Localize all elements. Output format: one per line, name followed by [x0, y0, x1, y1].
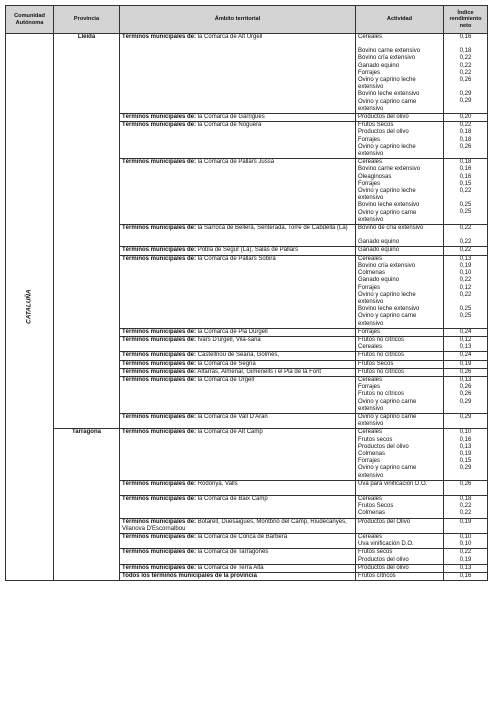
- ambito-text: Castellnou de Seana, Golmés,: [196, 352, 280, 359]
- ambito-text: la Comarca de Pla Dùrgell: [196, 328, 268, 335]
- ambito-cell: [120, 549, 356, 564]
- actividad-value: Productos del olivo: [358, 129, 409, 136]
- indice-value: 0,18: [459, 159, 472, 166]
- indice-value: 0,22: [459, 291, 472, 298]
- actividad-value: Bovino leche extensivo: [358, 91, 420, 98]
- provincia-cell: Lleida: [54, 34, 120, 429]
- actividad-value: Bovino carne extensivo: [358, 48, 421, 55]
- ambito-prefix: Términos municipales de:: [122, 368, 197, 375]
- actividad-cell: [356, 360, 444, 368]
- actividad-value: Cereales: [358, 534, 383, 540]
- indice-value: 0,15: [459, 180, 472, 187]
- actividad-value: Productos del olivo: [358, 443, 409, 450]
- indice-cell: [444, 518, 488, 533]
- actividad-value: Colmenas: [358, 270, 386, 277]
- spacer: [446, 84, 485, 91]
- actividad-value: Cereales: [358, 255, 383, 262]
- indice-value: 0,22: [459, 55, 472, 62]
- ambito-prefix: Términos municipales de:: [122, 413, 197, 420]
- ambito-text: la Comarca de Garrigues: [196, 114, 265, 121]
- ambito-text: Rodonyà, Valls: [196, 480, 238, 487]
- actividad-cell: [356, 368, 444, 376]
- ambito-cell: [120, 413, 356, 428]
- ambito-prefix: Términos municipales de:: [122, 328, 197, 335]
- actividad-cell: [356, 518, 444, 533]
- actividad-cell: [356, 352, 444, 360]
- actividad-cell: [356, 255, 444, 328]
- spacer: [446, 473, 485, 480]
- actividad-value: Productos del olivo: [358, 564, 409, 571]
- ambito-cell: [120, 480, 356, 495]
- actividad-value: Bovino cría extensivo: [358, 55, 416, 62]
- ambito-cell: [120, 328, 356, 336]
- actividad-cell: [356, 336, 444, 351]
- actividad-value: Ovino y caprino carne extensivo: [358, 413, 417, 428]
- actividad-cell: [356, 549, 444, 564]
- indice-value: 0,12: [459, 284, 472, 291]
- actividad-value: Ovino y caprino carne extensivo: [358, 313, 417, 327]
- indice-value: 0,22: [459, 62, 472, 69]
- ambito-prefix: Términos municipales de:: [122, 352, 197, 359]
- actividad-value: Ovino y caprino leche extensivo: [358, 188, 416, 202]
- ambito-prefix: Términos municipales de:: [122, 114, 197, 121]
- indice-value: 0,26: [459, 480, 472, 487]
- indice-value: 0,22: [459, 503, 472, 510]
- indice-cell: [444, 352, 488, 360]
- ambito-prefix: Términos municipales de:: [122, 549, 197, 556]
- actividad-value: Oleaginosas: [358, 173, 392, 180]
- indice-value: 0,29: [459, 413, 472, 420]
- actividad-value: Ovino y caprino leche extensivo: [358, 291, 416, 305]
- indice-value: 0,29: [459, 398, 472, 405]
- header-indice: Índice rendimiento neto: [444, 6, 488, 34]
- actividad-value: Cereales: [358, 344, 383, 351]
- indice-value: 0,10: [459, 541, 472, 548]
- actividad-value: Forrajes: [358, 384, 381, 391]
- indice-value: 0,13: [459, 376, 472, 383]
- actividad-value: Ganado equino: [358, 247, 400, 254]
- actividad-cell: [356, 122, 444, 159]
- header-actividad: Actividad: [356, 6, 444, 34]
- ambito-cell: [120, 247, 356, 255]
- indice-cell: [444, 413, 488, 428]
- ambito-text: la Comarca de Noguera: [196, 122, 262, 129]
- indice-value: 0,22: [459, 239, 472, 246]
- actividad-value: Cereales: [358, 34, 383, 40]
- ambito-text: la Comarca de Baix Camp: [196, 495, 268, 502]
- actividad-value: Ovino y caprino carne extensivo: [358, 98, 417, 112]
- ambito-text: la Comarca de Vall D'Aran: [196, 413, 268, 420]
- actividad-cell: [356, 225, 444, 247]
- ambito-text: la Comarca de Terra Alta: [196, 564, 264, 571]
- indice-cell: [444, 495, 488, 518]
- actividad-cell: [356, 534, 444, 549]
- indice-value: 0,16: [459, 34, 472, 40]
- indice-cell: [444, 360, 488, 368]
- ambito-prefix: Términos municipales de:: [122, 564, 197, 571]
- actividad-value: Cereales: [358, 376, 383, 383]
- actividad-value: Ovino y caprino leche extensivo: [358, 143, 416, 158]
- actividad-value: Ovino y caprino carne extensivo: [358, 209, 417, 223]
- comunidad-label: CATALUÑA: [25, 289, 33, 324]
- indice-value: 0,19: [459, 262, 472, 269]
- actividad-value: Colmenas: [358, 510, 386, 517]
- ambito-prefix: Términos municipales de:: [122, 480, 197, 487]
- indice-value: 0,29: [459, 91, 472, 98]
- actividad-value: Frutos no cítricos: [358, 391, 405, 398]
- actividad-cell: [356, 429, 444, 480]
- ambito-cell: [120, 368, 356, 376]
- ambito-text: Pobla de Segur (La), Salàs de Pallars: [196, 247, 299, 254]
- ambito-cell: [120, 534, 356, 549]
- yield-index-table: [5, 5, 488, 581]
- actividad-value: Cereales: [358, 429, 383, 436]
- actividad-cell: [356, 413, 444, 428]
- actividad-value: Ganado equino: [358, 239, 400, 246]
- ambito-prefix: Términos municipales de:: [122, 495, 197, 502]
- indice-value: 0,20: [459, 114, 472, 121]
- ambito-cell: [120, 114, 356, 122]
- indice-cell: [444, 549, 488, 564]
- indice-value: 0,24: [459, 328, 472, 335]
- actividad-value: Frutos no cítricos: [358, 336, 405, 343]
- indice-value: 0,19: [459, 450, 472, 457]
- comunidad-cell: [6, 34, 54, 581]
- indice-cell: [444, 225, 488, 247]
- ambito-cell: [120, 564, 356, 572]
- indice-value: 0,16: [459, 573, 472, 580]
- ambito-cell: [120, 122, 356, 159]
- indice-value: 0,19: [459, 556, 472, 563]
- ambito-cell: [120, 573, 356, 581]
- ambito-prefix: Términos municipales de:: [122, 534, 197, 540]
- actividad-value: Frutos cítricos: [358, 573, 396, 580]
- actividad-value: Bovino cría extensivo: [358, 262, 416, 269]
- actividad-value: Colmenas: [358, 450, 386, 457]
- indice-value: 0,25: [459, 209, 472, 216]
- indice-value: 0,13: [459, 344, 472, 351]
- indice-value: 0,16: [459, 166, 472, 173]
- actividad-value: Cereales: [358, 495, 383, 502]
- ambito-cell: [120, 225, 356, 247]
- indice-cell: [444, 122, 488, 159]
- actividad-value: Frutos secos: [358, 549, 393, 556]
- indice-value: 0,18: [459, 136, 472, 143]
- indice-cell: [444, 159, 488, 225]
- ambito-prefix: Términos municipales de:: [122, 360, 197, 367]
- ambito-cell: [120, 34, 356, 114]
- indice-value: 0,22: [459, 69, 472, 76]
- ambito-prefix: Términos municipales de:: [122, 336, 197, 343]
- indice-value: 0,22: [459, 247, 472, 254]
- actividad-value: Uva vinificación D.O.: [358, 541, 414, 548]
- ambito-prefix: Términos municipales de:: [122, 159, 197, 166]
- header-comunidad: Comunidad Autónoma: [6, 6, 54, 34]
- ambito-text: Botarell, Duesaigües, Montbrió del Camp, Riudecanyes, Vilanova D'Escornalbou: [122, 518, 347, 532]
- actividad-cell: [356, 495, 444, 518]
- indice-value: 0,26: [459, 77, 472, 84]
- indice-value: 0,16: [459, 436, 472, 443]
- table-row: [6, 34, 488, 114]
- ambito-prefix: Términos municipales de:: [122, 255, 197, 262]
- actividad-cell: [356, 159, 444, 225]
- actividad-cell: [356, 247, 444, 255]
- indice-value: 0,25: [459, 313, 472, 320]
- spacer: [446, 195, 485, 202]
- actividad-value: Forrajes: [358, 458, 381, 465]
- indice-value: 0,13: [459, 255, 472, 262]
- indice-value: 0,10: [459, 534, 472, 540]
- actividad-value: Frutos secos: [358, 436, 393, 443]
- ambito-cell: [120, 255, 356, 328]
- header-provincia: Provincia: [54, 6, 120, 34]
- actividad-value: Bovino leche extensivo: [358, 306, 420, 313]
- indice-cell: [444, 34, 488, 114]
- indice-value: 0,18: [459, 129, 472, 136]
- actividad-value: Bovino leche extensivo: [358, 202, 420, 209]
- ambito-prefix: Términos municipales de:: [122, 376, 197, 383]
- spacer: [446, 232, 485, 239]
- ambito-prefix: Términos municipales de:: [122, 247, 197, 254]
- indice-value: 0,22: [459, 122, 472, 129]
- indice-value: 0,22: [459, 277, 472, 284]
- ambito-text: la Comarca de Urgell: [196, 376, 255, 383]
- indice-cell: [444, 255, 488, 328]
- ambito-text: la Comarca de Pallars Jussà: [196, 159, 275, 166]
- indice-value: 0,25: [459, 202, 472, 209]
- indice-cell: [444, 336, 488, 351]
- table-row: [6, 429, 488, 480]
- ambito-cell: [120, 429, 356, 480]
- ambito-cell: [120, 360, 356, 368]
- actividad-value: Forrajes: [358, 284, 381, 291]
- spacer: [446, 151, 485, 158]
- indice-value: 0,22: [459, 510, 472, 517]
- spacer: [446, 488, 485, 495]
- indice-cell: [444, 534, 488, 549]
- spacer: [446, 41, 485, 48]
- indice-cell: [444, 564, 488, 572]
- ambito-text: Ivars D'urgell, Vila-sana: [196, 336, 261, 343]
- ambito-cell: [120, 495, 356, 518]
- indice-value: 0,26: [459, 368, 472, 375]
- actividad-value: Ganado equino: [358, 62, 400, 69]
- indice-cell: [444, 480, 488, 495]
- indice-value: 0,29: [459, 465, 472, 472]
- indice-value: 0,10: [459, 429, 472, 436]
- indice-cell: [444, 328, 488, 336]
- actividad-value: Productos del olivo: [358, 556, 409, 563]
- indice-value: 0,13: [459, 443, 472, 450]
- ambito-prefix: Términos municipales de:: [122, 34, 197, 40]
- spacer: [446, 320, 485, 327]
- actividad-value: Frutos no cítricos: [358, 368, 405, 375]
- actividad-cell: [356, 573, 444, 581]
- indice-cell: [444, 247, 488, 255]
- spacer: [358, 232, 441, 239]
- ambito-prefix: Términos municipales de:: [122, 518, 197, 525]
- ambito-text: Alfarràs, Almenar, Gimenells i el Pla de la Font: [196, 368, 322, 375]
- indice-value: 0,19: [459, 360, 472, 367]
- actividad-value: Frutos Secos: [358, 360, 394, 367]
- actividad-value: Ovino y caprino carne extensivo: [358, 465, 417, 479]
- indice-value: 0,24: [459, 352, 472, 359]
- actividad-value: Frutos Secos: [358, 122, 394, 129]
- ambito-cell: [120, 352, 356, 360]
- actividad-cell: [356, 564, 444, 572]
- actividad-value: Frutos Secos: [358, 503, 394, 510]
- actividad-value: Productos del olivo: [358, 114, 409, 121]
- ambito-text: la Comarca de Tarragonès: [196, 549, 269, 556]
- ambito-text: la Comarca de Segrià: [196, 360, 256, 367]
- indice-value: 0,10: [459, 270, 472, 277]
- actividad-value: Bovino carne extensivo: [358, 166, 421, 173]
- indice-cell: [444, 114, 488, 122]
- actividad-value: Uva para vinificación D.O.: [358, 480, 428, 487]
- ambito-prefix: Términos municipales de:: [122, 429, 197, 436]
- actividad-cell: [356, 114, 444, 122]
- actividad-value: Cereales: [358, 159, 383, 166]
- indice-value: 0,26: [459, 143, 472, 150]
- indice-value: 0,22: [459, 188, 472, 195]
- actividad-cell: [356, 328, 444, 336]
- spacer: [446, 106, 485, 113]
- ambito-text: la Comarca de Conca de Barberà: [196, 534, 288, 540]
- ambito-cell: [120, 376, 356, 413]
- actividad-value: Ganado equino: [358, 277, 400, 284]
- actividad-value: Ovino y caprino leche extensivo: [358, 77, 416, 91]
- ambito-text: la Comarca de Pallars Sobirà: [196, 255, 276, 262]
- ambito-text: la Sarroca de Bellerà, Senterada, Torre de Cabdella (La): [196, 225, 348, 232]
- indice-value: 0,13: [459, 564, 472, 571]
- actividad-value: Forrajes: [358, 328, 381, 335]
- spacer: [446, 421, 485, 428]
- ambito-text: la Comarca de Alt Urgell: [196, 34, 263, 40]
- table-body: [6, 34, 488, 581]
- indice-value: 0,12: [459, 336, 472, 343]
- indice-value: 0,26: [459, 384, 472, 391]
- spacer: [358, 41, 441, 48]
- ambito-cell: [120, 336, 356, 351]
- indice-value: 0,18: [459, 495, 472, 502]
- indice-value: 0,15: [459, 458, 472, 465]
- indice-cell: [444, 368, 488, 376]
- ambito-cell: [120, 518, 356, 533]
- indice-value: 0,25: [459, 305, 472, 312]
- actividad-value: Productos del Olivo: [358, 518, 411, 525]
- actividad-cell: [356, 480, 444, 495]
- indice-value: 0,19: [459, 518, 472, 525]
- indice-value: 0,26: [459, 391, 472, 398]
- header-row: [6, 6, 488, 34]
- indice-value: 0,16: [459, 173, 472, 180]
- ambito-full-text: Todos los términos municipales de la provincia: [122, 573, 257, 580]
- provincia-cell: Tarragona: [54, 429, 120, 581]
- actividad-value: Ovino y caprino carne extensivo: [358, 398, 417, 412]
- ambito-text: la Comarca de Alt Camp: [196, 429, 263, 436]
- indice-cell: [444, 376, 488, 413]
- indice-cell: [444, 573, 488, 581]
- ambito-cell: [120, 159, 356, 225]
- spacer: [446, 406, 485, 413]
- actividad-value: Frutos no cítricos: [358, 352, 405, 359]
- actividad-value: Forrajes: [358, 69, 381, 76]
- spacer: [446, 299, 485, 306]
- ambito-prefix: Términos municipales de:: [122, 225, 197, 232]
- actividad-cell: [356, 376, 444, 413]
- actividad-value: Forrajes: [358, 180, 381, 187]
- header-ambito: Ámbito territorial: [120, 6, 356, 34]
- indice-value: 0,29: [459, 98, 472, 105]
- table-container: [5, 5, 487, 581]
- ambito-prefix: Términos municipales de:: [122, 122, 197, 129]
- spacer: [446, 217, 485, 224]
- actividad-cell: [356, 34, 444, 114]
- indice-value: 0,22: [459, 225, 472, 232]
- actividad-value: Bovino de cría extensivo: [358, 225, 424, 232]
- indice-value: 0,18: [459, 48, 472, 55]
- indice-value: 0,22: [459, 549, 472, 556]
- actividad-value: Forrajes: [358, 136, 381, 143]
- indice-cell: [444, 429, 488, 480]
